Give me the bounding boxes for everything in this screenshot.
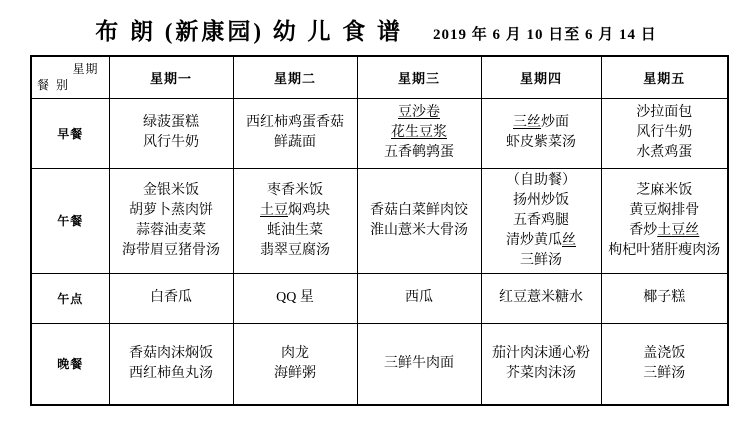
menu-item: 西瓜	[405, 290, 433, 305]
menu-item: 虾皮紫菜汤	[506, 135, 576, 150]
menu-item: 五香鹌鹑蛋	[384, 145, 454, 160]
table-row	[31, 323, 728, 405]
menu-item: 鲜蔬面	[274, 135, 316, 150]
day-header-tuesday: 星期二	[233, 56, 357, 98]
menu-item: 淮山薏米大骨汤	[370, 222, 468, 238]
menu-item: 茄汁肉沫通心粉	[492, 345, 590, 361]
menu-item: 三鲜牛肉面	[384, 355, 454, 371]
menu-item: 三鲜汤	[520, 252, 562, 268]
menu-item: 黄豆焖排骨	[629, 202, 700, 218]
menu-item: QQ 星	[276, 290, 314, 305]
menu-item: 芥菜肉沫汤	[506, 365, 576, 381]
corner-label-meal: 餐 别	[37, 77, 71, 92]
table-header-row	[31, 56, 728, 98]
menu-cell	[481, 323, 601, 405]
menu-item: 三丝炒面	[513, 115, 569, 130]
menu-item: 蒜蓉油麦菜	[136, 222, 206, 238]
page-title: 布 朗 (新康园) 幼 儿 食 谱	[95, 19, 404, 44]
meal-label: 午点	[31, 273, 109, 323]
menu-cell	[357, 98, 481, 168]
menu-item: 风行牛奶	[143, 135, 199, 150]
menu-cell	[601, 273, 728, 323]
menu-item: 香菇肉沫焖饭	[129, 345, 213, 361]
menu-cell	[357, 323, 481, 405]
menu-item: 西红柿鸡蛋香菇	[246, 115, 344, 130]
menu-cell	[357, 168, 481, 273]
menu-item: 肉龙	[281, 345, 309, 361]
menu-item: 花生豆浆	[391, 125, 447, 140]
meal-label: 早餐	[31, 98, 109, 168]
day-header-monday: 星期一	[109, 56, 233, 98]
menu-cell	[109, 323, 233, 405]
menu-cell	[233, 323, 357, 405]
menu-cell	[357, 273, 481, 323]
menu-item: 枸杞叶猪肝瘦肉汤	[608, 242, 721, 258]
corner-label-week: 星期	[72, 62, 99, 76]
menu-item: 绿菠蛋糕	[143, 115, 199, 130]
menu-item: 翡翠豆腐汤	[260, 242, 330, 258]
menu-item: 三鲜汤	[643, 365, 686, 381]
menu-table	[30, 55, 729, 406]
menu-cell	[109, 168, 233, 273]
menu-item: 白香瓜	[150, 290, 192, 305]
menu-item: 海带眉豆猪骨汤	[122, 242, 220, 258]
menu-item: 西红柿鱼丸汤	[129, 365, 213, 381]
table-row	[31, 168, 728, 273]
table-row	[31, 273, 728, 323]
menu-cell	[601, 168, 728, 273]
menu-item: 芝麻米饭	[636, 182, 693, 198]
menu-item: 蚝油生菜	[267, 222, 323, 238]
menu-item: 海鲜粥	[274, 365, 316, 381]
menu-item: 金银米饭	[143, 182, 199, 198]
menu-item: 风行牛奶	[636, 125, 693, 140]
menu-item: 胡萝卜蒸肉饼	[129, 202, 213, 218]
day-header-thursday: 星期四	[481, 56, 601, 98]
menu-cell	[109, 273, 233, 323]
meal-label: 晚餐	[31, 323, 109, 405]
corner-cell	[31, 56, 109, 98]
menu-item: 清炒黄瓜丝	[506, 232, 576, 248]
menu-cell	[233, 98, 357, 168]
menu-item: 水煮鸡蛋	[636, 145, 693, 160]
title-row	[0, 0, 752, 49]
table-row	[31, 98, 728, 168]
menu-item: 香炒土豆丝	[629, 222, 700, 238]
menu-item: 五香鸡腿	[513, 212, 569, 228]
menu-item: 扬州炒饭	[513, 192, 569, 208]
menu-item: 土豆焖鸡块	[260, 202, 330, 218]
menu-item: 盖浇饭	[643, 345, 686, 361]
menu-cell	[601, 98, 728, 168]
menu-table-body	[31, 98, 728, 405]
menu-item: 豆沙卷	[398, 105, 440, 120]
meal-label: 午餐	[31, 168, 109, 273]
menu-item: 枣香米饭	[267, 182, 323, 198]
menu-item: 沙拉面包	[636, 105, 693, 120]
menu-cell	[481, 98, 601, 168]
menu-cell	[481, 168, 601, 273]
menu-item: 红豆薏米糖水	[499, 290, 583, 305]
menu-cell	[601, 323, 728, 405]
day-header-friday: 星期五	[601, 56, 728, 98]
menu-cell	[481, 273, 601, 323]
menu-cell	[233, 273, 357, 323]
menu-item: 香菇白菜鲜肉饺	[370, 202, 468, 218]
menu-item: 椰子糕	[643, 290, 686, 305]
menu-cell	[233, 168, 357, 273]
menu-item: （自助餐）	[506, 172, 576, 188]
date-range: 2019 年 6 月 10 日至 6 月 14 日	[433, 27, 657, 43]
day-header-wednesday: 星期三	[357, 56, 481, 98]
menu-cell	[109, 98, 233, 168]
